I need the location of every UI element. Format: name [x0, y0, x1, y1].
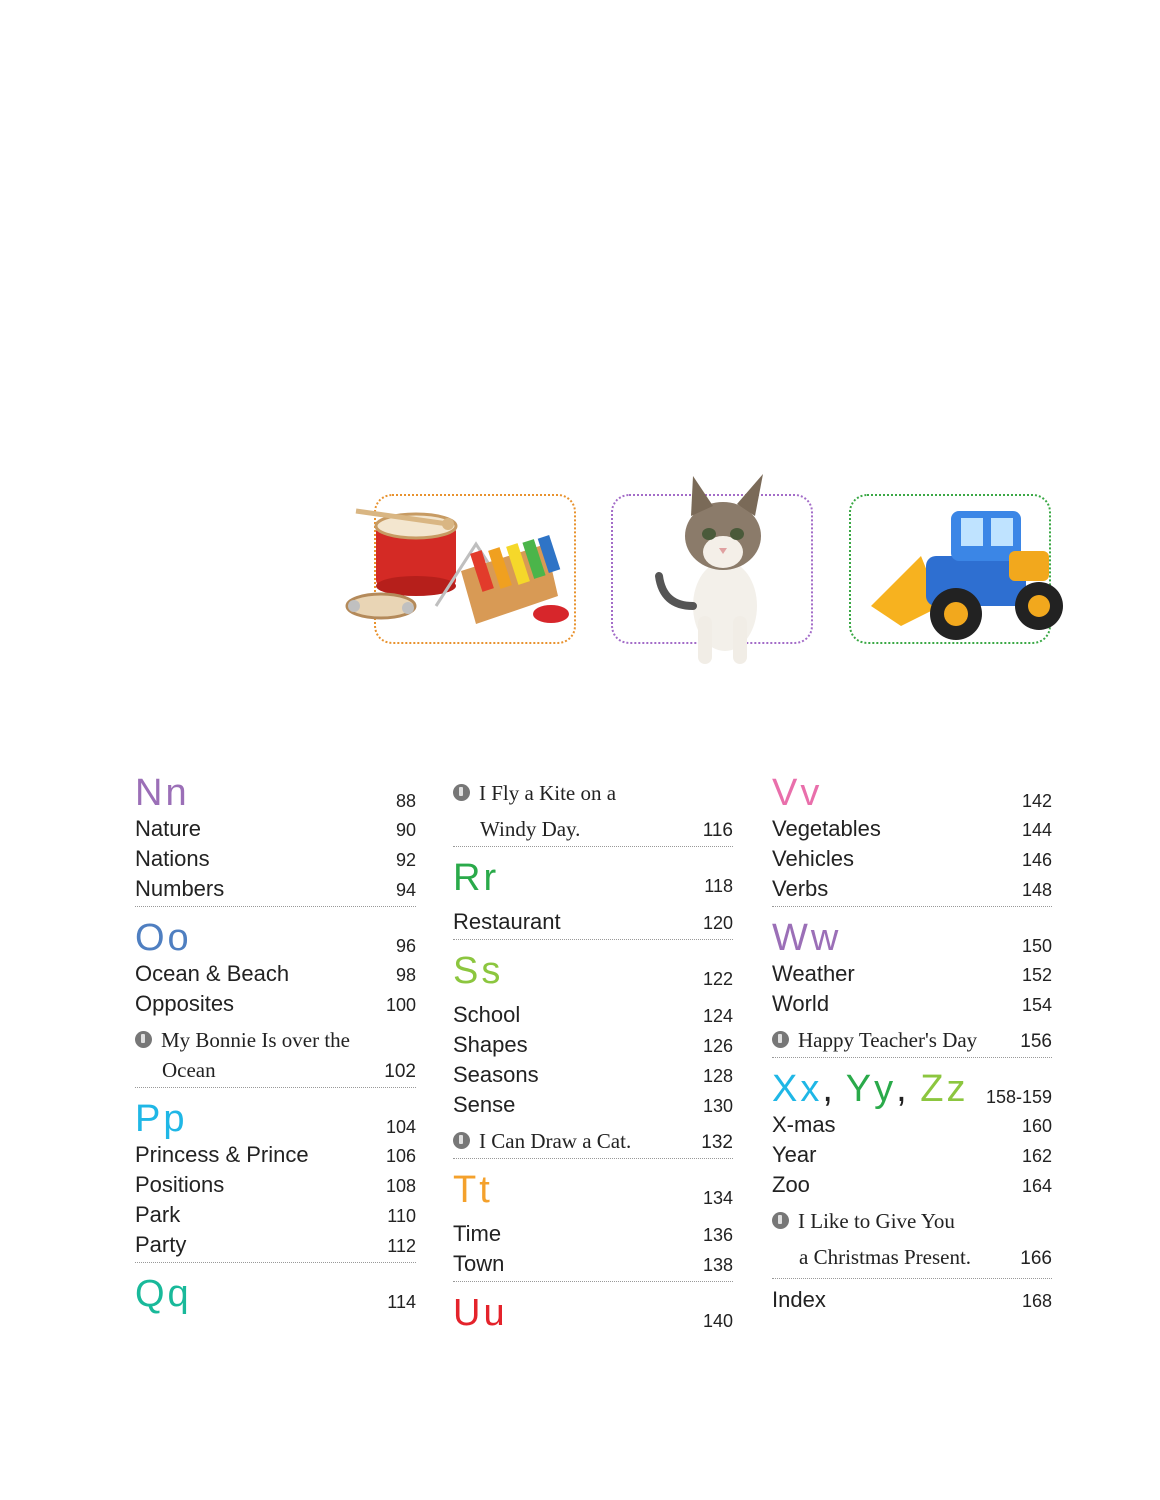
page-number: 148 [1021, 880, 1052, 900]
page-number: 120 [702, 913, 733, 933]
toc-label: Zoo [772, 1172, 810, 1197]
music-note-icon [135, 1031, 152, 1048]
contents-column-3 [772, 766, 1052, 1315]
toc-label: School [453, 1002, 521, 1027]
dotted-divider [453, 1281, 733, 1282]
page-number: 164 [1021, 1176, 1052, 1196]
toc-label: Year [772, 1142, 817, 1167]
section-letter: Uu [453, 1292, 508, 1334]
song-title-line-2: a Christmas Present. [799, 1245, 972, 1269]
page-number: 112 [387, 1236, 416, 1256]
page-number: 154 [1021, 995, 1052, 1015]
page-number: 88 [395, 791, 416, 811]
page-number: 166 [1020, 1248, 1052, 1269]
music-note-icon [772, 1031, 789, 1048]
toc-label: X-mas [772, 1112, 836, 1137]
toc-label: Vegetables [772, 816, 881, 841]
toc-label: Weather [772, 961, 855, 986]
toc-label: Index [772, 1287, 826, 1312]
toc-label: Princess & Prince [135, 1142, 309, 1167]
page-number: 136 [702, 1225, 733, 1245]
page-number: 132 [701, 1132, 733, 1153]
toc-label: Park [135, 1202, 181, 1227]
page-number: 122 [702, 969, 733, 989]
section-heading-xx-yy-zz[interactable] [772, 1062, 1052, 1110]
section-letter: Tt [453, 1169, 493, 1211]
section-heading-uu[interactable] [453, 1286, 733, 1334]
toc-label: Seasons [453, 1062, 539, 1087]
comma: , [822, 1068, 833, 1110]
toc-item-sense[interactable] [453, 1090, 733, 1120]
bulldozer-picture-frame [849, 494, 1051, 644]
dotted-divider [772, 1278, 1052, 1279]
page-number: 128 [702, 1066, 733, 1086]
page-number: 134 [702, 1188, 733, 1208]
toc-item-shapes[interactable] [453, 1030, 733, 1060]
page-number: 140 [702, 1311, 733, 1331]
toc-item-school[interactable] [453, 1000, 733, 1030]
section-heading-tt[interactable] [453, 1163, 733, 1211]
section-heading-rr[interactable] [453, 851, 733, 899]
section-letter: Ss [453, 950, 504, 992]
kitten-picture-frame [611, 494, 813, 644]
toc-item-nature[interactable] [135, 814, 416, 844]
page-number: 126 [702, 1036, 733, 1056]
toc-label: Verbs [772, 876, 829, 901]
page-number: 98 [395, 965, 416, 985]
page-number: 156 [1020, 1031, 1052, 1052]
letter-xx: Xx [772, 1068, 823, 1110]
song-title: Happy Teacher's Day [798, 1028, 978, 1052]
section-letter: Qq [135, 1273, 192, 1315]
page-number: 114 [387, 1292, 416, 1312]
contents-column-2 [453, 778, 733, 1334]
page-number: 110 [387, 1206, 416, 1226]
section-heading-qq[interactable] [135, 1267, 416, 1315]
page-number: 100 [385, 995, 416, 1015]
toc-item-year[interactable] [772, 1140, 1052, 1170]
toc-item-princess-prince[interactable] [135, 1140, 416, 1170]
page-number: 138 [702, 1255, 733, 1275]
toc-label: Nations [135, 846, 210, 871]
toc-item-park[interactable] [135, 1200, 416, 1230]
letter-yy: Yy [845, 1068, 897, 1110]
page-number: 150 [1021, 936, 1052, 956]
dotted-divider [453, 846, 733, 847]
dotted-divider [453, 1158, 733, 1159]
dotted-divider [772, 906, 1052, 907]
page-number: 106 [385, 1146, 416, 1166]
dotted-divider [135, 906, 416, 907]
song-title-line-2: Windy Day. [480, 817, 581, 841]
toc-label: Vehicles [772, 846, 854, 871]
music-note-icon [453, 1132, 470, 1149]
music-note-icon [772, 1212, 789, 1229]
toc-label: World [772, 991, 830, 1016]
dotted-divider [453, 939, 733, 940]
toc-label: Nature [135, 816, 202, 841]
dotted-divider [135, 1087, 416, 1088]
page-number: 146 [1021, 850, 1052, 870]
song-title-line-1: My Bonnie Is over the [161, 1028, 350, 1052]
page-number: 116 [702, 820, 733, 841]
page-number: 152 [1021, 965, 1052, 985]
toc-item-ocean-beach[interactable] [135, 959, 416, 989]
toy-bulldozer-image [811, 456, 1091, 676]
toc-item-x-mas[interactable] [772, 1110, 1052, 1140]
section-heading-nn[interactable] [135, 766, 416, 814]
toc-item-numbers[interactable] [135, 874, 416, 904]
song-title-line-1: I Fly a Kite on a [479, 781, 617, 805]
page-number: 124 [702, 1006, 733, 1026]
section-letter: Oo [135, 917, 192, 959]
toc-label: Positions [135, 1172, 225, 1197]
section-heading-ss[interactable] [453, 944, 733, 992]
page-number: 108 [385, 1176, 416, 1196]
instruments-picture-frame [374, 494, 576, 644]
toc-item-town[interactable] [453, 1249, 733, 1279]
toc-label: Numbers [135, 876, 225, 901]
toc-song-fly-a-kite[interactable] [453, 778, 733, 844]
section-letter: Rr [453, 857, 500, 899]
toc-item-weather[interactable] [772, 959, 1052, 989]
page-number: 160 [1021, 1116, 1052, 1136]
page-number: 104 [385, 1117, 416, 1137]
section-heading-vv[interactable] [772, 766, 1052, 814]
toc-item-restaurant[interactable] [453, 907, 733, 937]
toc-song-christmas-present[interactable] [772, 1206, 1052, 1272]
page-number: 168 [1021, 1291, 1052, 1311]
section-letter: Nn [135, 772, 190, 814]
section-heading-oo[interactable] [135, 911, 416, 959]
page-number: 162 [1021, 1146, 1052, 1166]
contents-column-1 [135, 766, 416, 1315]
toc-label: Ocean & Beach [135, 961, 290, 986]
toc-item-party[interactable] [135, 1230, 416, 1260]
section-letter: Ww [772, 917, 842, 959]
toc-song-happy-teachers-day[interactable] [772, 1025, 1052, 1055]
dotted-divider [135, 1262, 416, 1263]
comma: , [896, 1068, 907, 1110]
toc-item-seasons[interactable] [453, 1060, 733, 1090]
toc-label: Opposites [135, 991, 235, 1016]
song-title-line-2: Ocean [162, 1058, 216, 1082]
section-letter: Pp [135, 1098, 188, 1140]
section-heading-pp[interactable] [135, 1092, 416, 1140]
toc-item-zoo[interactable] [772, 1170, 1052, 1200]
toc-label: Town [453, 1251, 505, 1276]
page-number: 96 [395, 936, 416, 956]
toc-label: Shapes [453, 1032, 528, 1057]
page-number: 102 [384, 1061, 416, 1082]
section-letters-xyz [772, 1070, 969, 1108]
section-heading-ww[interactable] [772, 911, 1052, 959]
song-title: I Can Draw a Cat. [479, 1129, 632, 1153]
page-number: 92 [395, 850, 416, 870]
toc-item-opposites[interactable] [135, 989, 416, 1019]
page-number: 130 [702, 1096, 733, 1116]
section-letter: Vv [772, 772, 823, 814]
toc-item-index[interactable] [772, 1285, 1052, 1315]
song-title-line-1: I Like to Give You [798, 1209, 955, 1233]
toc-label: Party [135, 1232, 187, 1257]
page-number: 158-159 [985, 1087, 1052, 1107]
dotted-divider [772, 1057, 1052, 1058]
page-number: 90 [395, 820, 416, 840]
toc-label: Sense [453, 1092, 516, 1117]
toc-label: Time [453, 1221, 502, 1246]
toc-song-draw-a-cat[interactable] [453, 1126, 733, 1156]
page-number: 94 [395, 880, 416, 900]
toc-item-vehicles[interactable] [772, 844, 1052, 874]
page-number: 118 [704, 876, 733, 896]
toc-item-world[interactable] [772, 989, 1052, 1019]
toc-label: Restaurant [453, 909, 561, 934]
music-note-icon [453, 784, 470, 801]
toc-item-positions[interactable] [135, 1170, 416, 1200]
letter-zz: Zz [920, 1068, 969, 1110]
toc-item-verbs[interactable] [772, 874, 1052, 904]
page-number: 142 [1021, 791, 1052, 811]
toc-item-nations[interactable] [135, 844, 416, 874]
toc-item-time[interactable] [453, 1219, 733, 1249]
page-number: 144 [1021, 820, 1052, 840]
toc-item-vegetables[interactable] [772, 814, 1052, 844]
toc-song-my-bonnie[interactable] [135, 1025, 416, 1085]
